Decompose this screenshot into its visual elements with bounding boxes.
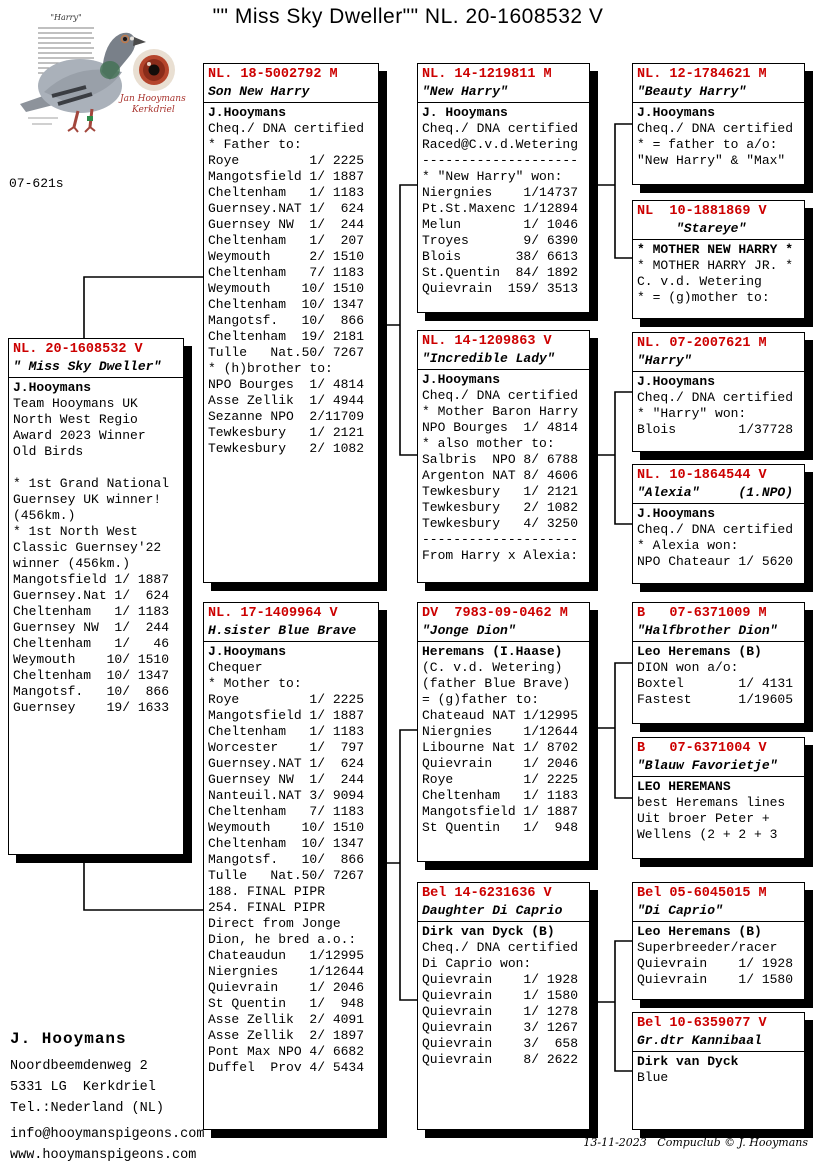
pigeon-name: "Di Caprio" — [633, 902, 804, 922]
ring-number: NL. 17-1409964 V — [208, 606, 338, 621]
pedigree-line: Cheltenham 10/ 1347 — [13, 668, 170, 683]
pedigree-notes — [204, 642, 378, 1078]
pedigree-notes — [418, 370, 589, 566]
pedigree-notes — [633, 1052, 804, 1088]
pedigree-line: C. v.d. Wetering — [637, 274, 762, 289]
pedigree-line: Tulle Nat.50/ 7267 — [208, 868, 365, 883]
pedigree-line: NPO Chateaur 1/ 5620 — [637, 554, 794, 569]
pigeon-name: " Miss Sky Dweller" — [9, 358, 183, 378]
pedigree-line: -------------------- — [422, 532, 579, 547]
pedigree-line: J.Hooymans — [637, 105, 716, 120]
pedigree-line: Roye 1/ 2225 — [208, 692, 365, 707]
pedigree-notes — [633, 372, 804, 440]
pedigree-line: North West Regio — [13, 412, 138, 427]
owner-name: J. Hooymans — [10, 1030, 127, 1048]
pedigree-line: Guernsey.Nat 1/ 624 — [13, 588, 170, 603]
pedigree-box-ds-dam — [632, 737, 805, 859]
pedigree-line: Guernsey NW 1/ 244 — [208, 772, 365, 787]
pedigree-line: Cheq./ DNA certified — [637, 522, 794, 537]
pedigree-line: Mangotsfield 1/ 1887 — [13, 572, 170, 587]
pigeon-name: Daughter Di Caprio — [418, 902, 589, 922]
pedigree-line: * "New Harry" won: — [422, 169, 563, 184]
pedigree-box-ds-sire — [632, 602, 805, 724]
pigeon-eye-closeup — [133, 49, 175, 91]
pedigree-box-dam — [203, 602, 379, 1130]
pedigree-line — [13, 460, 179, 476]
pedigree-line: Cheq./ DNA certified — [422, 940, 579, 955]
pedigree-line: Guernsey NW 1/ 244 — [208, 217, 365, 232]
pedigree-line: * Alexia won: — [637, 538, 739, 553]
pedigree-line: Boxtel 1/ 4131 — [637, 676, 794, 691]
print-date-note: 13-11-2023 Compuclub © J. Hooymans — [583, 1136, 808, 1149]
pedigree-line: * 1st North West — [13, 524, 138, 539]
pedigree-line: Mangotsf. 10/ 866 — [208, 852, 365, 867]
pedigree-line: Mangotsf. 10/ 866 — [13, 684, 170, 699]
pedigree-line: * = (g)mother to: — [637, 290, 770, 305]
pedigree-line: Fastest 1/19605 — [637, 692, 794, 707]
pedigree-line: J.Hooymans — [208, 105, 287, 120]
pedigree-line: Melun 1/ 1046 — [422, 217, 579, 232]
pedigree-line: St.Quentin 84/ 1892 — [422, 265, 579, 280]
pedigree-notes — [633, 777, 804, 845]
pedigree-line: Cheltenham 1/ 207 — [208, 233, 365, 248]
pedigree-line: LEO HEREMANS — [637, 779, 731, 794]
pedigree-notes — [633, 922, 804, 990]
connector-line — [615, 124, 632, 258]
pedigree-line: 188. FINAL PIPR — [208, 884, 326, 899]
pedigree-line: Team Hooymans UK — [13, 396, 138, 411]
pedigree-box-dam-dam — [417, 882, 590, 1130]
pedigree-line: Cheltenham 1/ 1183 — [422, 788, 579, 803]
pedigree-line: Argenton NAT 8/ 4606 — [422, 468, 579, 483]
pedigree-line: Leo Heremans (B) — [637, 644, 762, 659]
pedigree-line: * 1st Grand National — [13, 476, 170, 491]
pedigree-line: Guernsey UK winner! — [13, 492, 162, 507]
photo-signature-line2: Kerkdriel — [132, 105, 175, 115]
connector-line — [615, 663, 632, 798]
pedigree-box-sire-dam — [417, 330, 590, 583]
pedigree-line: Uit broer Peter + — [637, 811, 770, 826]
pedigree-line: DION won a/o: — [637, 660, 739, 675]
pigeon-name: H.sister Blue Brave — [204, 622, 378, 642]
connector-line — [84, 855, 203, 910]
pedigree-line: Di Caprio won: — [422, 956, 532, 971]
pedigree-box-sd-sire — [632, 332, 805, 452]
pedigree-line: Cheltenham 1/ 1183 — [208, 724, 365, 739]
ring-number: NL. 20-1608532 V — [13, 342, 143, 357]
pedigree-line: Cheltenham 1/ 1183 — [13, 604, 170, 619]
pedigree-box-ss-dam — [632, 200, 805, 319]
pedigree-line: From Harry x Alexia: — [422, 548, 579, 563]
pedigree-line: Weymouth 10/ 1510 — [208, 281, 365, 296]
owner-address3: Tel.:Nederland (NL) — [10, 1101, 164, 1116]
pedigree-line: Asse Zellik 2/ 4091 — [208, 1012, 365, 1027]
pedigree-line: Sezanne NPO 2/11709 — [208, 409, 365, 424]
pedigree-line: Cheq./ DNA certified — [422, 388, 579, 403]
pedigree-line: Direct from Jonge — [208, 916, 341, 931]
pedigree-box-dd-sire — [632, 882, 805, 1000]
pedigree-line: Cheq./ DNA certified — [422, 121, 579, 136]
pigeon-name: "Stareye" — [633, 220, 804, 240]
pedigree-line: Classic Guernsey'22 — [13, 540, 162, 555]
pedigree-line: Cheltenham 7/ 1183 — [208, 804, 365, 819]
pedigree-line: Guernsey NW 1/ 244 — [13, 620, 170, 635]
connector-line — [400, 185, 417, 455]
ring-number: DV 7983-09-0462 M — [422, 606, 568, 621]
pedigree-line: NPO Bourges 1/ 4814 — [422, 420, 579, 435]
pedigree-line: J.Hooymans — [13, 380, 92, 395]
pedigree-line: Salbris NPO 8/ 6788 — [422, 452, 579, 467]
pedigree-line: St Quentin 1/ 948 — [208, 996, 365, 1011]
pedigree-line: Mangotsfield 1/ 1887 — [422, 804, 579, 819]
owner-contact-block — [10, 1124, 204, 1166]
pedigree-line: Asse Zellik 1/ 4944 — [208, 393, 365, 408]
ring-number: Bel 10-6359077 V — [637, 1016, 767, 1031]
ring-number: NL. 18-5002792 M — [208, 67, 338, 82]
pedigree-line: Mangotsfield 1/ 1887 — [208, 169, 365, 184]
pedigree-line: Roye 1/ 2225 — [422, 772, 579, 787]
pedigree-line: Quievrain 1/ 1580 — [422, 988, 579, 1003]
pedigree-line: Quievrain 159/ 3513 — [422, 281, 579, 296]
pedigree-line: Weymouth 10/ 1510 — [208, 820, 365, 835]
connector-line — [615, 392, 632, 524]
pedigree-box-dam-sire — [417, 602, 590, 862]
pedigree-line: Guernsey.NAT 1/ 624 — [208, 756, 365, 771]
pedigree-line: Dion, he bred a.o.: — [208, 932, 357, 947]
pedigree-notes — [633, 240, 804, 308]
pedigree-line: Quievrain 1/ 1928 — [422, 972, 579, 987]
pedigree-notes — [418, 922, 589, 1070]
pedigree-line: Niergnies 1/12644 — [208, 964, 365, 979]
owner-website: www.hooymanspigeons.com — [10, 1148, 197, 1163]
pedigree-line: Pont Max NPO 4/ 6682 — [208, 1044, 365, 1059]
pedigree-box-sire-sire — [417, 63, 590, 313]
connector-line — [615, 941, 632, 1071]
pedigree-line: Quievrain 1/ 2046 — [208, 980, 365, 995]
pedigree-line: Quievrain 1/ 2046 — [422, 756, 579, 771]
pedigree-line: Award 2023 Winner — [13, 428, 146, 443]
pedigree-line: J.Hooymans — [422, 372, 501, 387]
owner-email: info@hooymanspigeons.com — [10, 1127, 205, 1142]
pedigree-notes — [418, 103, 589, 299]
pedigree-notes — [633, 642, 804, 710]
pedigree-line: Tewkesbury 4/ 3250 — [422, 516, 579, 531]
pedigree-line: Pt.St.Maxenc 1/12894 — [422, 201, 579, 216]
pedigree-line: * = father to a/o: — [637, 137, 778, 152]
ring-number: B 07-6371009 M — [637, 606, 767, 621]
pigeon-name: "Beauty Harry" — [633, 83, 804, 103]
pedigree-line: Tewkesbury 2/ 1082 — [422, 500, 579, 515]
pedigree-line: (father Blue Brave) — [422, 676, 571, 691]
pedigree-box-ss-sire — [632, 63, 805, 185]
pedigree-line: Raced@C.v.d.Wetering — [422, 137, 579, 152]
pedigree-line: * Mother to: — [208, 676, 302, 691]
pedigree-line: Blue — [637, 1070, 669, 1085]
pedigree-line: Dirk van Dyck (B) — [422, 924, 555, 939]
ring-number: B 07-6371004 V — [637, 741, 767, 756]
pedigree-line: Superbreeder/racer — [637, 940, 778, 955]
pedigree-line: * Father to: — [208, 137, 302, 152]
pedigree-line: St Quentin 1/ 948 — [422, 820, 579, 835]
pedigree-line: = (g)father to: — [422, 692, 540, 707]
pedigree-line: Leo Heremans (B) — [637, 924, 762, 939]
pedigree-line: NPO Bourges 1/ 4814 — [208, 377, 365, 392]
pedigree-line: Quievrain 3/ 658 — [422, 1036, 579, 1051]
pedigree-line: Wellens (2 + 2 + 3 — [637, 827, 778, 842]
pedigree-line: J.Hooymans — [637, 374, 716, 389]
pedigree-line: Quievrain 3/ 1267 — [422, 1020, 579, 1035]
ring-number: NL. 12-1784621 M — [637, 67, 767, 82]
pigeon-name: "Incredible Lady" — [418, 350, 589, 370]
pedigree-line: Cheltenham 10/ 1347 — [208, 297, 365, 312]
connector-line — [84, 277, 203, 338]
pedigree-line: Tewkesbury 1/ 2121 — [422, 484, 579, 499]
pedigree-line: Cheq./ DNA certified — [637, 121, 794, 136]
pedigree-line: Weymouth 10/ 1510 — [13, 652, 170, 667]
photo-caption: "Harry" — [50, 13, 82, 22]
pedigree-line: Cheltenham 1/ 1183 — [208, 185, 365, 200]
pedigree-box-subject — [8, 338, 184, 855]
pedigree-line: Chateaudun 1/12995 — [208, 948, 365, 963]
ring-number: NL. 14-1209863 V — [422, 334, 552, 349]
pedigree-line: J.Hooymans — [637, 506, 716, 521]
pedigree-line: J. Hooymans — [422, 105, 508, 120]
ring-number: Bel 05-6045015 M — [637, 886, 767, 901]
pedigree-line: Worcester 1/ 797 — [208, 740, 365, 755]
pedigree-line: Libourne Nat 1/ 8702 — [422, 740, 579, 755]
ring-number: NL. 07-2007621 M — [637, 336, 767, 351]
pedigree-line: * MOTHER HARRY JR. * — [637, 258, 794, 273]
pedigree-line: Niergnies 1/14737 — [422, 185, 579, 200]
pedigree-line: Tewkesbury 1/ 2121 — [208, 425, 365, 440]
pedigree-line: 254. FINAL PIPR — [208, 900, 326, 915]
pedigree-line: -------------------- — [422, 153, 579, 168]
pedigree-notes — [633, 504, 804, 572]
pedigree-line: J.Hooymans — [208, 644, 287, 659]
pedigree-line: "New Harry" & "Max" — [637, 153, 786, 168]
pigeon-name: Son New Harry — [204, 83, 378, 103]
ring-number: NL 10-1881869 V — [637, 204, 767, 219]
owner-address2: 5331 LG Kerkdriel — [10, 1080, 156, 1095]
connector-line — [400, 730, 417, 1000]
pedigree-line: Quievrain 8/ 2622 — [422, 1052, 579, 1067]
pigeon-name: "Harry" — [633, 352, 804, 372]
pigeon-name: "Alexia" (1.NPO) — [633, 484, 804, 504]
ring-number: NL. 10-1864544 V — [637, 468, 767, 483]
page-title: "" Miss Sky Dweller"" NL. 20-1608532 V — [212, 5, 604, 28]
pedigree-line: Mangotsf. 10/ 866 — [208, 313, 365, 328]
owner-address-block — [10, 1030, 164, 1119]
pedigree-line: * (h)brother to: — [208, 361, 333, 376]
pedigree-line: * MOTHER NEW HARRY * — [637, 242, 794, 257]
pedigree-line: Blois 1/37728 — [637, 422, 794, 437]
ring-note: 07-621s — [9, 176, 64, 191]
pedigree-line: Troyes 9/ 6390 — [422, 233, 579, 248]
pedigree-line: best Heremans lines — [637, 795, 786, 810]
pedigree-line: Heremans (I.Haase) — [422, 644, 563, 659]
pedigree-line: * "Harry" won: — [637, 406, 747, 421]
pigeon-name: Gr.dtr Kannibaal — [633, 1032, 804, 1052]
pedigree-line: * Mother Baron Harry — [422, 404, 579, 419]
ring-number: Bel 14-6231636 V — [422, 886, 552, 901]
pigeon-name: "New Harry" — [418, 83, 589, 103]
pedigree-line: Chequer — [208, 660, 263, 675]
photo-signature-line1: Jan Hooymans — [120, 94, 186, 104]
pigeon-name: "Halfbrother Dion" — [633, 622, 804, 642]
pigeon-name: "Blauw Favorietje" — [633, 757, 804, 777]
pedigree-notes — [633, 103, 804, 171]
pedigree-line: winner (456km.) — [13, 556, 131, 571]
pedigree-notes — [9, 378, 183, 718]
ring-number: NL. 14-1219811 M — [422, 67, 552, 82]
pedigree-line: (456km.) — [13, 508, 76, 523]
pedigree-box-sire — [203, 63, 379, 583]
pedigree-line: Duffel Prov 4/ 5434 — [208, 1060, 365, 1075]
pedigree-line: Niergnies 1/12644 — [422, 724, 579, 739]
pedigree-line: Cheltenham 10/ 1347 — [208, 836, 365, 851]
pedigree-line: Mangotsfield 1/ 1887 — [208, 708, 365, 723]
pedigree-line: Asse Zellik 2/ 1897 — [208, 1028, 365, 1043]
pedigree-line: Guernsey.NAT 1/ 624 — [208, 201, 365, 216]
pedigree-notes — [204, 103, 378, 459]
owner-address1: Noordbeemdenweg 2 — [10, 1059, 148, 1074]
pedigree-line: Cheltenham 1/ 46 — [13, 636, 170, 651]
pedigree-line: Roye 1/ 2225 — [208, 153, 365, 168]
pedigree-line: Cheq./ DNA certified — [208, 121, 365, 136]
pedigree-line: Blois 38/ 6613 — [422, 249, 579, 264]
pedigree-line: (C. v.d. Wetering) — [422, 660, 563, 675]
pedigree-line: Tewkesbury 2/ 1082 — [208, 441, 365, 456]
pedigree-box-sd-dam — [632, 464, 805, 584]
pedigree-line: Cheq./ DNA certified — [637, 390, 794, 405]
pedigree-line: Nanteuil.NAT 3/ 9094 — [208, 788, 365, 803]
pedigree-line: Chateaud NAT 1/12995 — [422, 708, 579, 723]
pedigree-line: Dirk van Dyck — [637, 1054, 739, 1069]
pedigree-notes — [418, 642, 589, 838]
pigeon-name: "Jonge Dion" — [418, 622, 589, 642]
pigeon-photo — [8, 6, 204, 172]
pedigree-line: Cheltenham 7/ 1183 — [208, 265, 365, 280]
pedigree-line: Quievrain 1/ 1278 — [422, 1004, 579, 1019]
pedigree-line: Cheltenham 19/ 2181 — [208, 329, 365, 344]
pedigree-line: Guernsey 19/ 1633 — [13, 700, 170, 715]
pedigree-line: Quievrain 1/ 1580 — [637, 972, 794, 987]
pedigree-box-dd-dam — [632, 1012, 805, 1130]
pedigree-line: Quievrain 1/ 1928 — [637, 956, 794, 971]
pedigree-line: * also mother to: — [422, 436, 555, 451]
pedigree-line: Tulle Nat.50/ 7267 — [208, 345, 365, 360]
pedigree-line: Old Birds — [13, 444, 84, 459]
pedigree-line: Weymouth 2/ 1510 — [208, 249, 365, 264]
